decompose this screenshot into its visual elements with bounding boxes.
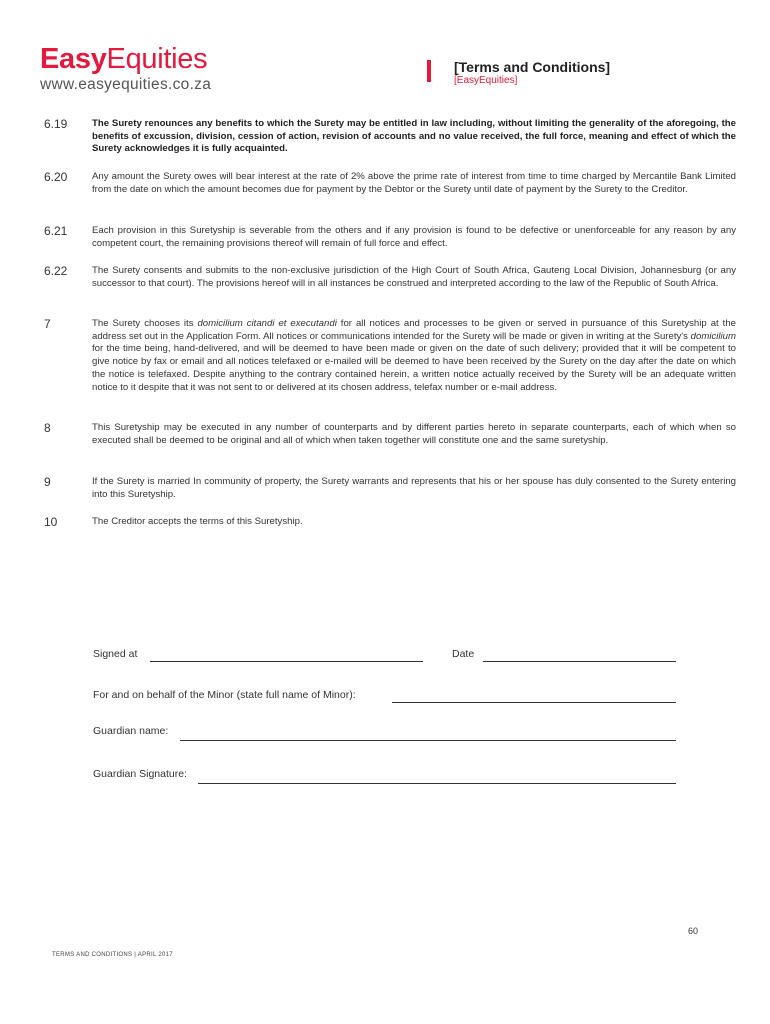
clause-number: 6.21 xyxy=(44,224,68,238)
document-title: [Terms and Conditions] xyxy=(454,59,611,75)
clause-text: Any amount the Surety owes will bear interest at the rate of 2% above the prime rate of interest from time to time charged by Mercantile Bank Limited from the date on which the amount becomes due for payment by the Debtor or the Surety until date of payment by the Surety to the Creditor. xyxy=(92,171,736,195)
clause-9 xyxy=(44,476,736,501)
clause-text-italic: domicilium citandi et executandi xyxy=(197,318,337,329)
minor-name-label: For and on behalf of the Minor (state full name of Minor): xyxy=(93,689,356,701)
clause-text-italic: domicilium xyxy=(690,330,736,342)
clause-text-part: for the time being, hand-delivered, and will be deemed to have been made or given on the date of such delivery; provided that it will be competent to give notice by fax or email and all notices telefaxed or e-mailed will be deemed to have been received by the Surety on the day after the date on which the notice is telefaxed. Despite anything to the contrary contained herein, a written notice actually received by the Surety will be an adequate written notice to it despite that it was not sent to or delivered at its chosen address, telefax number or e-mail address. xyxy=(92,343,736,393)
signed-at-field[interactable] xyxy=(150,661,423,662)
clause-text: The Surety renounces any benefits to which the Surety may be entitled in law including, without limiting the generality of the aforegoing, the benefits of excussion, division, cession of action, revision of accounts and no value received, the full force, meaning and effect of which the Surety acknowledges it is fully acquainted. xyxy=(92,118,736,155)
clause-text: The Creditor accepts the terms of this Suretyship. xyxy=(92,516,303,527)
clause-6-22 xyxy=(44,265,736,290)
clause-text-part: for all notices and processes to be given or served in pursuance of this Suretyship at the address set out in the Application Form. All notices or communications intended for the Surety will be made or given in writing at the Surety's xyxy=(92,318,736,342)
logo-part-easy: Easy xyxy=(40,43,107,75)
logo-wordmark xyxy=(40,44,211,74)
clause-6-19 xyxy=(44,118,736,156)
signed-at-label: Signed at xyxy=(93,648,138,660)
clause-text: If the Surety is married In community of property, the Surety warrants and represents that his or her spouse has duly consented to the Surety entering into this Suretyship. xyxy=(92,476,736,500)
header-accent-bar xyxy=(427,60,431,82)
clause-text xyxy=(92,318,736,394)
clause-10 xyxy=(44,516,736,529)
clause-text: Each provision in this Suretyship is severable from the others and if any provision is found to be defective or unenforceable for any reason by any competent court, the remaining provisions thereof will remain of full force and effect. xyxy=(92,225,736,249)
guardian-name-field[interactable] xyxy=(180,740,676,741)
clause-number: 8 xyxy=(44,421,51,435)
guardian-name-label: Guardian name: xyxy=(93,725,169,737)
clause-number: 10 xyxy=(44,515,58,529)
clause-number: 6.22 xyxy=(44,264,68,278)
clause-6-21 xyxy=(44,225,736,250)
date-field[interactable] xyxy=(483,661,676,662)
clause-6-20 xyxy=(44,171,736,196)
document-subtitle: [EasyEquities] xyxy=(454,75,518,86)
clause-text: This Suretyship may be executed in any number of counterparts and by different parties hereto in separate counterparts, each of which when so executed shall be deemed to be original and all of which when taken together will constitute one and the same suretyship. xyxy=(92,422,736,446)
minor-name-field[interactable] xyxy=(392,702,676,703)
website-url: www.easyequities.co.za xyxy=(40,76,212,93)
clause-number: 6.19 xyxy=(44,117,68,131)
easyequities-logo xyxy=(40,44,211,94)
date-label: Date xyxy=(452,648,475,660)
logo-part-equities: Equities xyxy=(106,43,208,75)
clause-number: 7 xyxy=(44,317,51,331)
footer-text: TERMS AND CONDITIONS | APRIL 2017 xyxy=(52,952,173,958)
clause-text: The Surety consents and submits to the non-exclusive jurisdiction of the High Court of South Africa, Gauteng Local Division, Johannesburg (or any successor to that court). The provisions hereof will in all instances be construed and interpreted according to the law of the Republic of South Africa. xyxy=(92,265,736,289)
clause-7 xyxy=(44,318,736,394)
clause-number: 9 xyxy=(44,475,51,489)
clause-8 xyxy=(44,422,736,447)
guardian-signature-label: Guardian Signature: xyxy=(93,768,187,780)
clause-text-part: The Surety chooses its xyxy=(92,318,198,329)
clause-number: 6.20 xyxy=(44,170,68,184)
guardian-signature-field[interactable] xyxy=(198,783,676,784)
page-number: 60 xyxy=(688,926,699,936)
